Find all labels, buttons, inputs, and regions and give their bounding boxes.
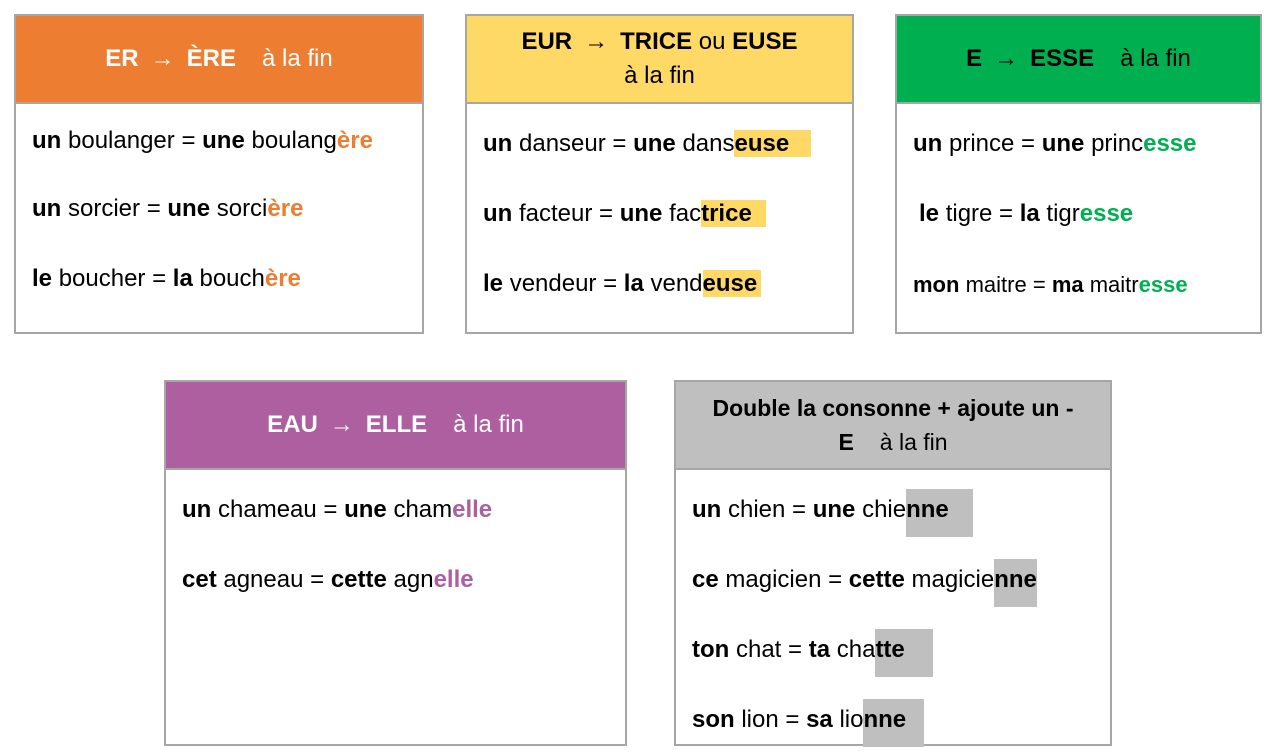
example-row: un boulanger = une boulangère [32, 127, 373, 154]
example-row: un prince = une princesse [913, 130, 1197, 157]
suffix-to-alt: EUSE [732, 28, 798, 55]
rule-header-eur: EUR → TRICE ou EUSE à la fin [467, 16, 852, 104]
example-row: le tigre = la tigresse [919, 200, 1134, 227]
rule-box-eau [164, 380, 627, 746]
suffix-from: E [966, 45, 983, 72]
suffix-to: ELLE [365, 411, 428, 438]
example-row: un facteur = une factrice [483, 199, 766, 229]
position-label: à la fin [624, 62, 695, 89]
feminine-ending: tte [875, 629, 932, 677]
example-row: ton chat = ta chatte [692, 635, 933, 677]
arrow-right-icon: → [150, 45, 175, 72]
example-row: un chien = une chienne [692, 495, 973, 537]
suffix-to: E [838, 429, 854, 455]
feminine-ending: trice [701, 200, 766, 227]
rule-box-double-consonne [674, 380, 1112, 746]
position-label: à la fin [1120, 45, 1191, 72]
arrow-right-icon: → [994, 45, 1019, 72]
feminine-ending: nne [906, 489, 973, 537]
feminine-ending: ère [267, 195, 304, 222]
rule-box-eur [465, 14, 854, 334]
example-row: le vendeur = la vendeuse [483, 269, 761, 299]
rule-box-er [14, 14, 424, 334]
feminine-ending: esse [1079, 200, 1134, 227]
example-row: son lion = sa lionne [692, 705, 924, 747]
example-row: un danseur = une danseuse [483, 129, 811, 159]
suffix-to: ÈRE [186, 45, 236, 72]
suffix-from: ER [105, 45, 139, 72]
feminine-ending: nne [863, 699, 924, 747]
suffix-from: EUR [521, 28, 573, 55]
example-row: ce magicien = cette magicienne [692, 565, 1037, 607]
suffix-to: ESSE [1030, 45, 1095, 72]
rule-header-double-consonne: Double la consonne + ajoute un - E à la fin [676, 382, 1110, 470]
example-row: un chameau = une chamelle [182, 496, 493, 523]
feminine-ending: esse [1138, 272, 1188, 297]
suffix-from: EAU [267, 411, 318, 438]
rule-header-esse [897, 16, 1260, 104]
position-label: à la fin [261, 45, 333, 72]
example-row: un sorcier = une sorcière [32, 195, 304, 222]
suffix-to: TRICE [620, 28, 693, 55]
rule-header-er [16, 16, 422, 104]
position-label: à la fin [879, 429, 948, 455]
example-row: le boucher = la bouchère [32, 265, 301, 292]
arrow-right-icon: → [584, 28, 609, 55]
feminine-ending: euse [703, 270, 762, 297]
feminine-ending: euse [734, 130, 811, 157]
arrow-right-icon: → [329, 411, 354, 438]
rule-header-eau [166, 382, 625, 470]
feminine-ending: nne [994, 559, 1037, 607]
example-row: cet agneau = cette agnelle [182, 566, 474, 593]
rule-box-esse [895, 14, 1262, 334]
feminine-ending: elle [433, 566, 474, 593]
feminine-ending: ère [264, 265, 301, 292]
position-label: à la fin [453, 411, 524, 438]
feminine-ending: ère [336, 127, 373, 154]
example-row: mon maitre = ma maitresse [913, 272, 1188, 297]
feminine-ending: esse [1143, 130, 1197, 157]
feminine-ending: elle [452, 496, 493, 523]
